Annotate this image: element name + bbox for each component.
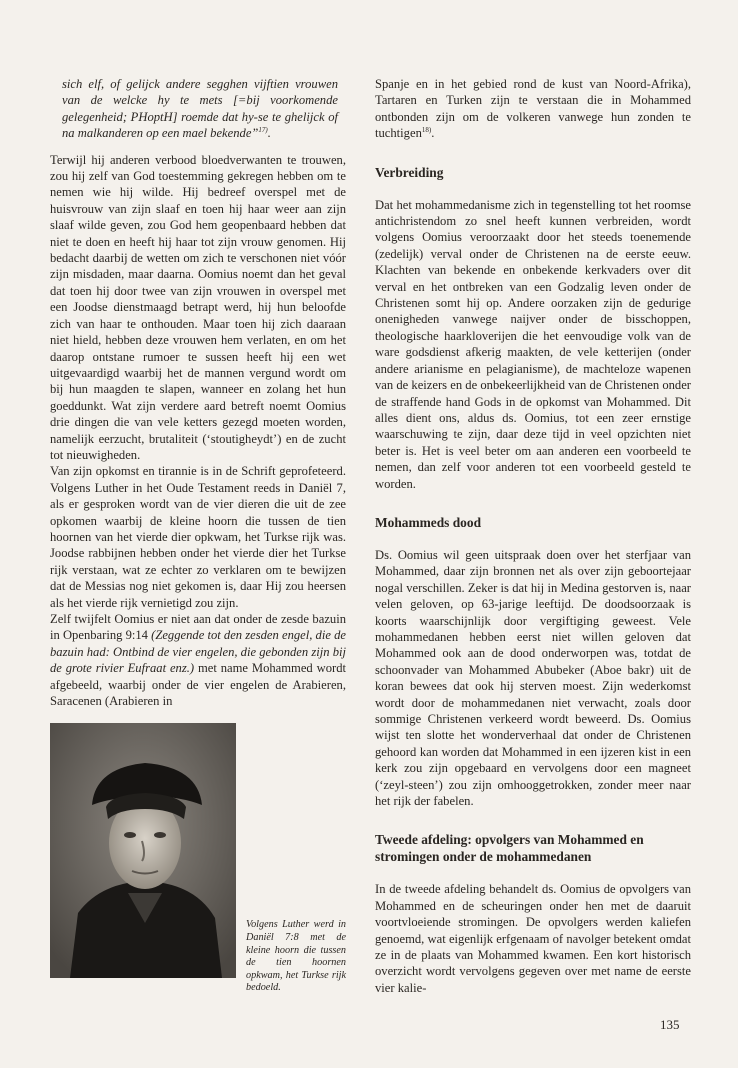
paragraph bbox=[375, 76, 691, 142]
footnote-ref: 18) bbox=[421, 126, 432, 135]
paragraph bbox=[50, 611, 346, 709]
left-column bbox=[50, 76, 346, 994]
luther-portrait bbox=[50, 723, 236, 978]
page-number: 135 bbox=[660, 1017, 680, 1032]
block-quote bbox=[50, 76, 346, 142]
paragraph: Terwijl hij anderen verbood bloedverwanten te trouwen, zou hij zelf van God toestemming gekregen hebben om te nemen wie hij wilde. Hij bedreef overspel met de huisvrouw van zijn slaaf en toen hij haar weer aan zijn slaaf wilde geven, zou God hem geopenbaard hebben dat niet te doen en heeft hij haar tot zijn vrouw genomen. Hij bedacht daarbij de wetten om zich te verschonen niet vóór zijn misdaden, maar daarna. Oomius noemt dan het geval dat toen hij door twee van zijn vrouwen in overspel met een Joodse dienstmaagd betrapt werd, hij hun beloofde zich van haar te onthouden. Maar toen hij zich daaraan niet hield, hebben deze vrouwen hem verlaten, en om het daarop ontstane rumoer te sussen heeft hij een wet uitgevaardigd waarbij het de mannen vergund wordt om bij hun maagden te slapen, wanneer en zolang het hun goeddunkt. Wat zijn verdere aard betreft noemt Oomius drie dingen die van vele ketters gezegd moeten worden, namelijk eerzucht, brutaliteit (‘stoutigheydt’) en de zucht tot nieuwigheden. bbox=[50, 152, 346, 462]
right-column bbox=[375, 76, 691, 996]
paragraph: Van zijn opkomst en tirannie is in de Schrift geprofeteerd. Volgens Luther in het Oude Testament reeds in Daniël 7, als er gesproken wordt van de vier dieren die uit de zee opkomen waarbij de kleine hoorn die tussen de tien hoornen van het vierde dier opkwam, het Turkse rijk was. Joodse rabbijnen hebben onder het vierde dier het Turkse rijk verstaan, wat ze echter zo verklaren om te bewijzen dat de Messias nog niet gekomen is, daar Hij zou heersen als het vierde rijk vernietigd zou zijn. bbox=[50, 464, 346, 610]
figure bbox=[50, 723, 346, 994]
footnote-ref: 17) bbox=[258, 126, 268, 135]
quote-end: . bbox=[267, 126, 271, 141]
text-run: . bbox=[431, 126, 435, 141]
paragraph: In de tweede afdeling behandelt ds. Oomius de opvolgers van Mohammed en de scheuringen onder hen met de daaruit voortvloeiende stromingen. De opvolgers werden kaliefen genoemd, wat eigenlijk erfgenaam of navolger betekent omdat ze in de plaats van Mohammed kwamen. Een kort historisch overzicht wordt vervolgens gegeven over met name de eerste vier kalie- bbox=[375, 882, 691, 995]
text-run: met name Mohammed wordt afgebeeld, waarbij onder de vier engelen de Arabieren, Saracenen (Arabieren in bbox=[50, 661, 346, 709]
section-heading: Tweede afdeling: opvolgers van Mohammed en stromingen onder de mohammedanen bbox=[375, 832, 644, 865]
italic-quote: (Zeggende tot den zesden engel, die de bazuin had: Ontbind de vier engelen, die gebonden zijn bij de grote rivier Eufraat enz.) bbox=[50, 628, 346, 676]
paragraph: Dat het mohammedanisme zich in tegenstelling tot het roomse antichristendom zo snel heeft kunnen verbreiden, wordt volgens Oomius veroorzaakt door het steeds toenemende (zedelijk) verval onder de Christenen na de eerste eeuw. Klachten van bekende en onbekende kerkvaders over dit verval en het ontbreken van een Godzalig leven onder de Christenen somt hij op. Andere oorzaken zijn de gedurige onenigheden vanwege naijver onder de bisschoppen, theologische haarkloverijen die het eenvoudige volk van de ware godsdienst afkerig maakten, de vele ketterijen (onder andere arianisme en pelagianisme), de machteloze wapenen van de keizers en de onbekeerlijkheid van de Christenen onder de straffende hand Gods in de opkomst van Mohammed. Dit alles dient ons, aldus ds. Oomius, tot een zeer ernstige waarschuwing te zijn, daar deze tijd in veel opzichten niet beter is. Het is veel beter om aan anderen een voorbeeld te nemen, dan zelf voor anderen tot een voorbeeld gesteld te worden. bbox=[375, 197, 691, 491]
quote-text: sich elf, of gelijck andere segghen vijftien vrouwen van de welcke hy te mets [=bij voorkomende gelegenheid; PHoptH] roemde dat hy-se te ghelijck of na malkanderen op een mael bekende” bbox=[62, 77, 338, 141]
section-heading: Verbreiding bbox=[375, 164, 444, 180]
section-heading: Mohammeds dood bbox=[375, 514, 482, 530]
text-run: Spanje en in het gebied rond de kust van Noord-Afrika), Tartaren en Turken zijn te verstaan die in Mohammed ontbonden zijn om de volkeren vanwege hun zonden te tuchtigen bbox=[375, 77, 691, 141]
paragraph: Ds. Oomius wil geen uitspraak doen over het sterfjaar van Mohammed, daar zijn bronnen net als over zijn geboortejaar nogal verschillen. Zeker is dat hij in Medina gestorven is, naar velen geloven, op 63-jarige leeftijd. De doodsoorzaak is koorts waarschijnlijk door vergiftiging geweest. Vele mohammedanen hebben eerst niet willen geloven dat Mohammed ook aan de dood onderworpen was, totdat de schoonvader van Mohammed Abubeker (Aboe bakr) uit de koran bewees dat ook hij sterven moest. Zijn wederkomst wordt door de mohammedanen niet verwacht, zoals door sommige Christenen verkeerd wordt beweerd. Ds. Oomius wijst ten slotte het wonderverhaal dat onder de Christenen gehoord kan worden dat Mohammed in een ijzeren kist in een kerk zou zijn opgebaard en vervolgens door een magneet (‘zeyl-steen’) zou zijn omhooggetrokken, zonder meer naar het rijk der fabelen. bbox=[375, 547, 691, 809]
figure-caption: Volgens Luther werd in Daniël 7:8 met de kleine hoorn die tussen de tien hoornen opkwam, het Turkse rijk bedoeld. bbox=[236, 723, 346, 978]
text-run: Zelf twijfelt Oomius er niet aan dat onder de zesde bazuin in Openbaring 9:14 bbox=[50, 612, 346, 643]
